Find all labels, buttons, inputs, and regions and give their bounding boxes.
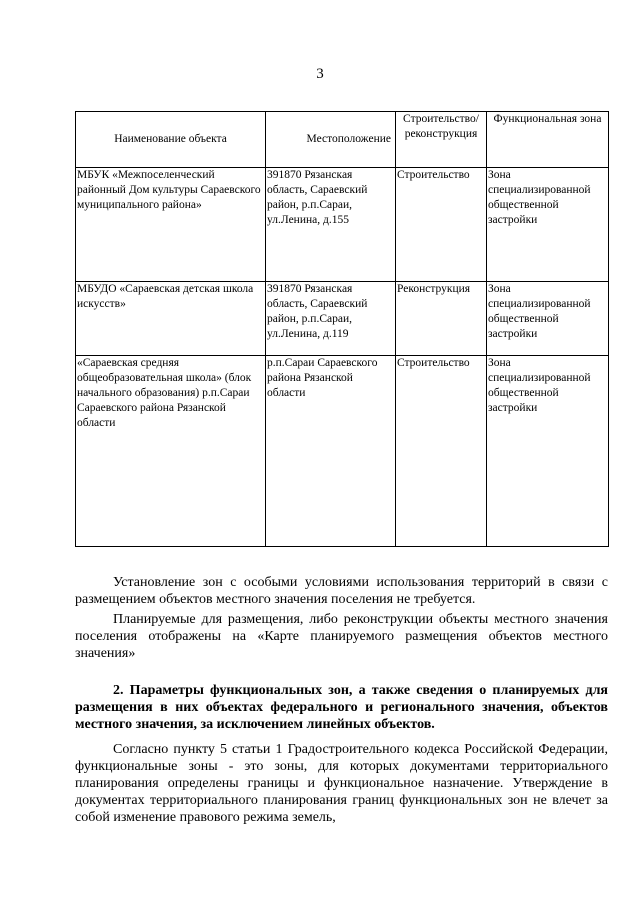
paragraph-map-reference: Планируемые для размещения, либо реконструкции объекты местного значения поселения отображены на «Карте планируемого размещения объектов местного значения» [75, 612, 608, 661]
cell-location: р.п.Сараи Сараевского района Рязанской области [266, 356, 396, 547]
cell-functional-zone: Зона специализированной общественной застройки [487, 168, 609, 282]
cell-functional-zone: Зона специализированной общественной застройки [487, 282, 609, 356]
cell-functional-zone: Зона специализированной общественной застройки [487, 356, 609, 547]
table-row [76, 168, 609, 282]
table-header-row [76, 112, 609, 168]
table-row [76, 282, 609, 356]
header-object-name: Наименование объекта [76, 112, 266, 168]
cell-location: 391870 Рязанская область, Сараевский район, р.п.Сараи, ул.Ленина, д.155 [266, 168, 396, 282]
header-functional-zone: Функциональная зона [487, 112, 609, 168]
section-heading: 2. Параметры функциональных зон, а также сведения о планируемых для размещения в них объектах федерального и регионального значения, объектов местного значения, за исключением линейных объектов. [75, 683, 608, 732]
cell-construction: Реконструкция [396, 282, 487, 356]
cell-construction: Строительство [396, 168, 487, 282]
paragraph-functional-zones: Согласно пункту 5 статьи 1 Градостроительного кодекса Российской Федерации, функциональные зоны - это зоны, для которых документами территориального планирования определены границы и функциональное назначение. Утверждение в документах территориального планирования границ функциональных зон не влечет за собой изменение правового режима земель, [75, 742, 608, 825]
cell-location: 391870 Рязанская область, Сараевский район, р.п.Сараи, ул.Ленина, д.119 [266, 282, 396, 356]
cell-object-name: МБУДО «Сараевская детская школа искусств» [76, 282, 266, 356]
page-number: 3 [316, 66, 324, 82]
table-row [76, 356, 609, 547]
header-construction: Строительство/ реконструкция [396, 112, 487, 168]
cell-object-name: МБУК «Межпоселенческий районный Дом культуры Сараевского муниципального района» [76, 168, 266, 282]
cell-construction: Строительство [396, 356, 487, 547]
header-location: Местоположение [266, 112, 396, 168]
paragraph-zones-note: Установление зон с особыми условиями использования территорий в связи с размещением объектов местного значения поселения не требуется. [75, 575, 608, 607]
objects-table [75, 111, 609, 547]
cell-object-name: «Сараевская средняя общеобразовательная школа» (блок начального образования) р.п.Сараи Сараевского района Рязанской области [76, 356, 266, 547]
